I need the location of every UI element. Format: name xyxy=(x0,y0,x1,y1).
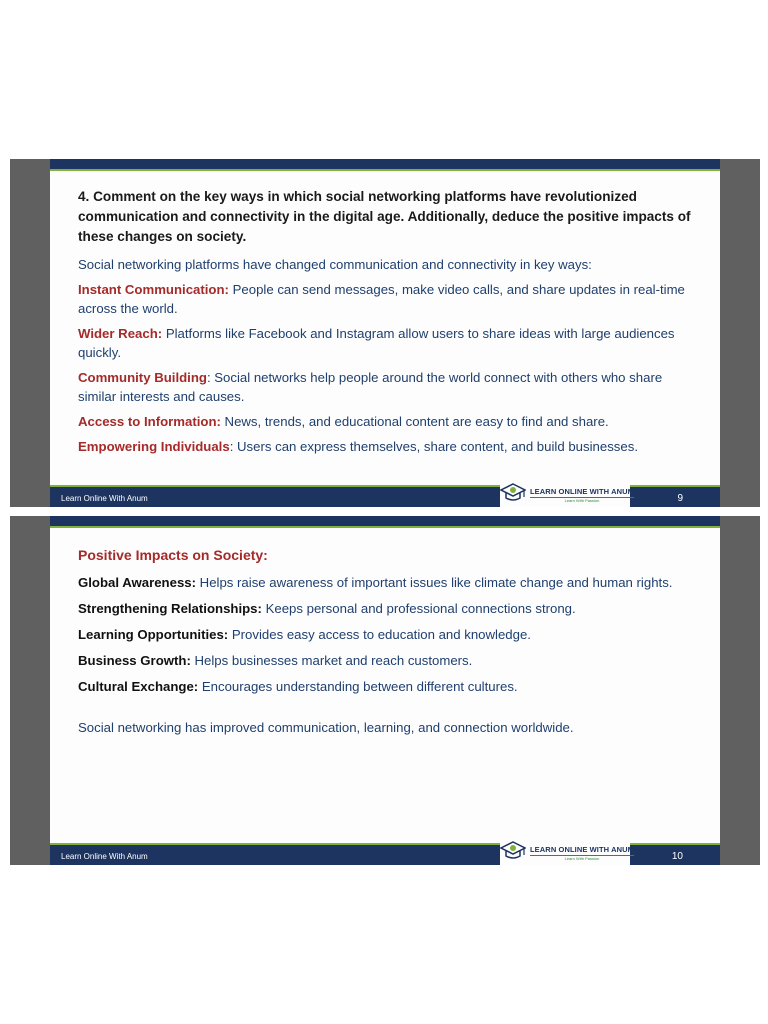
impact-strengthening-relationships: Strengthening Relationships: Keeps personal and professional connections strong. xyxy=(78,601,576,616)
point-wider-reach: Wider Reach: Platforms like Facebook and Instagram allow users to share ideas with large audiences quickly. xyxy=(78,326,675,360)
page-number: 10 xyxy=(671,851,683,862)
brand-logo xyxy=(500,483,634,507)
slide-9 xyxy=(50,159,720,507)
brand-logo xyxy=(500,841,634,865)
graduation-cap-icon xyxy=(500,840,530,866)
impact-business-growth: Business Growth: Helps businesses market and reach customers. xyxy=(78,653,473,668)
footer-brand-text: Learn Online With Anum xyxy=(61,852,148,861)
intro-text: Social networking platforms have changed communication and connectivity in key ways: xyxy=(78,257,592,272)
logo-tagline: Learn With Passion xyxy=(530,855,634,861)
slide-top-accent xyxy=(50,169,720,171)
logo-tagline: Learn With Passion xyxy=(530,497,634,503)
logo-title: LEARN ONLINE WITH ANUM xyxy=(530,845,634,854)
impact-global-awareness: Global Awareness: Helps raise awareness of important issues like climate change and human rights. xyxy=(78,575,673,590)
page-number: 9 xyxy=(677,493,683,504)
slide-top-bar xyxy=(50,516,720,526)
graduation-cap-icon xyxy=(500,482,530,508)
conclusion-text: Social networking has improved communication, learning, and connection worldwide. xyxy=(78,720,574,735)
slide-content xyxy=(78,187,700,462)
point-access-to-information: Access to Information: News, trends, and educational content are easy to find and share. xyxy=(78,414,609,429)
section-heading: Positive Impacts on Society: xyxy=(78,547,268,563)
slide-top-bar xyxy=(50,159,720,169)
logo-title: LEARN ONLINE WITH ANUM xyxy=(530,487,634,496)
impact-cultural-exchange: Cultural Exchange: Encourages understanding between different cultures. xyxy=(78,679,518,694)
point-instant-communication: Instant Communication: People can send messages, make video calls, and share updates in real-time across the world. xyxy=(78,282,685,316)
impact-learning-opportunities: Learning Opportunities: Provides easy access to education and knowledge. xyxy=(78,627,531,642)
point-community-building: Community Building: Social networks help people around the world connect with others who share similar interests and causes. xyxy=(78,370,663,404)
footer-brand-text: Learn Online With Anum xyxy=(61,494,148,503)
slide-top-accent xyxy=(50,526,720,528)
slide-content xyxy=(78,546,700,744)
question-title: 4. Comment on the key ways in which social networking platforms have revolutionized communication and connectivity in the digital age. Additionally, deduce the positive impacts of these changes on society. xyxy=(78,189,691,244)
slide-10 xyxy=(50,516,720,865)
point-empowering-individuals: Empowering Individuals: Users can express themselves, share content, and build businesses. xyxy=(78,439,638,454)
